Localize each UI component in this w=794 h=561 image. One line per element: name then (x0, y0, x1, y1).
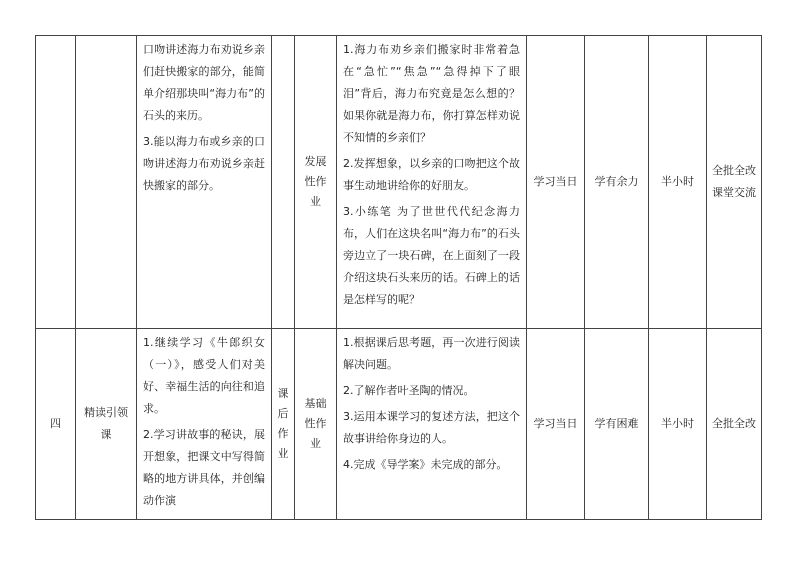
feedback-cell: 全批全改 (707, 329, 762, 520)
homework-content-cell (337, 329, 527, 520)
lesson-type-cell (76, 329, 137, 520)
homework-level-cell (295, 329, 337, 520)
objective-item: 3.能以海力布或乡亲的口吻讲述海力布劝说乡亲赶快搬家的部分。 (143, 135, 265, 192)
homework-item: 2.了解作者叶圣陶的情况。 (343, 384, 475, 397)
homework-level-cell (295, 36, 337, 329)
homework-item: 3.运用本课学习的复述方法，把这个故事讲给你身边的人。 (343, 410, 520, 445)
duration-cell: 半小时 (649, 329, 707, 520)
student-group-cell: 学有余力 (585, 36, 649, 329)
objective-item: 1.继续学习《牛郎织女（一）》，感受人们对美好、幸福生活的向往和追求。 (143, 336, 265, 415)
table-row (36, 329, 762, 520)
student-group-cell: 学有困难 (585, 329, 649, 520)
lesson-number-cell: 四 (36, 329, 76, 520)
homework-content-cell (337, 36, 527, 329)
homework-item: 3.小练笔 为了世世代代纪念海力布，人们在这块名叫“海力布”的石头旁边立了一块石碑，在上面刻了一段介绍这块石头来历的话。石碑上的话是怎样写的呢？ (343, 205, 520, 306)
table-row (36, 36, 762, 329)
duration-cell: 半小时 (649, 36, 707, 329)
homework-item: 1.海力布劝乡亲们搬家时非常着急在“急忙”“焦急”“急得掉下了眼泪”背后，海力布究竟是怎么想的？如果你就是海力布，你打算怎样劝说不知情的乡亲们？ (343, 43, 520, 144)
homework-level-label: 发展性作业 (304, 154, 327, 208)
time-point-cell: 学习当日 (527, 36, 585, 329)
objectives-cell (137, 329, 272, 520)
homework-kind-cell (272, 36, 295, 329)
lesson-type-label: 精读引领课 (84, 406, 128, 441)
homework-level-label: 基础性作业 (304, 396, 327, 450)
lesson-type-cell (76, 36, 137, 329)
homework-item: 4.完成《导学案》未完成的部分。 (343, 458, 508, 471)
objective-item: 2.学习讲故事的秘诀，展开想象，把课文中写得简略的地方讲具体，并创编动作演 (143, 428, 265, 507)
homework-item: 1.根据课后思考题，再一次进行阅读解决问题。 (343, 336, 520, 371)
time-point-cell: 学习当日 (527, 329, 585, 520)
lesson-number-cell (36, 36, 76, 329)
homework-kind-label: 课后作业 (277, 386, 289, 460)
homework-item: 2.发挥想象，以乡亲的口吻把这个故事生动地讲给你的好朋友。 (343, 157, 520, 192)
homework-plan-table (35, 35, 762, 520)
objective-item: 口吻讲述海力布劝说乡亲们赶快搬家的部分，能简单介绍那块叫“海力布”的石头的来历。 (143, 43, 265, 122)
homework-kind-cell (272, 329, 295, 520)
objectives-cell (137, 36, 272, 329)
feedback-cell: 全批全改课堂交流 (707, 36, 762, 329)
